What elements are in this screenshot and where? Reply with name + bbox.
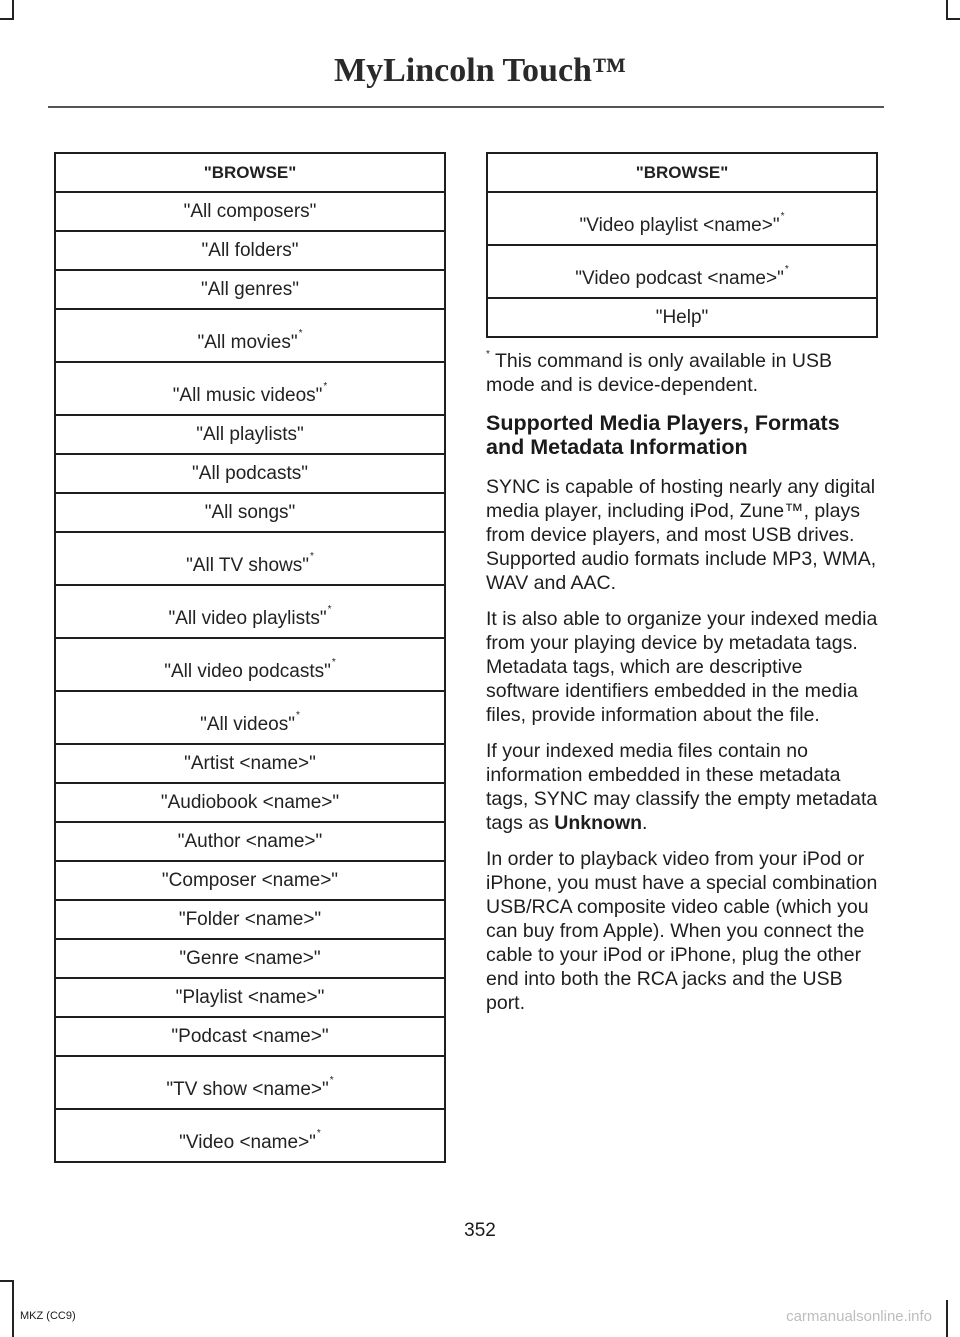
command-cell (55, 978, 445, 1017)
crop-mark (0, 1280, 14, 1282)
paragraph: SYNC is capable of hosting nearly any digital media player, including iPod, Zune™, plays from device players, and most USB drives. Supported audio formats include MP3, WMA, WAV and AAC. (486, 476, 877, 594)
command-label: "Podcast <name>" (171, 1025, 329, 1047)
table-row (55, 822, 445, 861)
command-cell (55, 861, 445, 900)
footnote-marker: * (486, 349, 490, 360)
browse-commands-table (54, 152, 446, 1163)
command-label: "All composers" (183, 200, 317, 222)
command-label: "Video playlist <name>" (579, 214, 780, 236)
footnote-text: This command is only available in USB mode and is device-dependent. (486, 350, 833, 396)
command-cell (55, 231, 445, 270)
command-label: "All movies" (197, 331, 298, 353)
table-row (55, 638, 445, 691)
command-cell (55, 822, 445, 861)
command-label: "All folders" (201, 239, 299, 261)
table-row (55, 270, 445, 309)
header-divider (48, 106, 884, 108)
browse-commands-table-continued (486, 152, 878, 338)
command-cell (487, 192, 877, 245)
paragraph-text: If your indexed media files contain no information embedded in these metadata tags, SYNC may classify the empty metadata tags as (486, 740, 878, 834)
table-row (55, 585, 445, 638)
command-label: "All music videos" (172, 384, 323, 406)
paragraph: It is also able to organize your indexed media from your playing device by metadata tags. Metadata tags, which are descriptive software identifiers embedded in the media files, provide information about the file. (486, 608, 878, 726)
watermark: carmanualsonline.info (786, 1308, 932, 1325)
table-row (55, 691, 445, 744)
paragraph (486, 739, 880, 835)
page-title: MyLincoln Touch™ (334, 52, 626, 89)
command-label: "All video podcasts" (164, 660, 331, 682)
command-cell (55, 744, 445, 783)
crop-mark (946, 0, 948, 18)
command-cell (55, 309, 445, 362)
command-cell (55, 900, 445, 939)
command-label: "All videos" (200, 713, 295, 735)
command-label: "All TV shows" (186, 554, 310, 576)
command-label: "Playlist <name>" (175, 986, 325, 1008)
table-row (55, 1109, 445, 1162)
crop-mark (946, 1300, 948, 1337)
command-cell (55, 270, 445, 309)
command-label: "Video <name>" (179, 1131, 316, 1153)
table-row (55, 1017, 445, 1056)
article-body (486, 343, 880, 1027)
crop-mark (12, 1280, 14, 1337)
footnote-marker: * (323, 380, 328, 392)
command-label: "All playlists" (196, 423, 304, 445)
table-row (55, 454, 445, 493)
command-label: "Author <name>" (177, 830, 323, 852)
footnote-marker: * (327, 603, 332, 615)
command-label: "All video playlists" (168, 607, 327, 629)
command-cell (55, 783, 445, 822)
command-label: "Audiobook <name>" (160, 791, 340, 813)
footnote-marker: * (298, 327, 303, 339)
command-cell (55, 454, 445, 493)
crop-mark (12, 0, 14, 18)
command-cell (55, 532, 445, 585)
table-row (55, 861, 445, 900)
command-cell (55, 638, 445, 691)
footnote-marker: * (780, 210, 785, 222)
command-cell (55, 585, 445, 638)
table-row (55, 493, 445, 532)
command-cell (55, 192, 445, 231)
command-cell (55, 1017, 445, 1056)
command-cell (55, 362, 445, 415)
command-cell (55, 1056, 445, 1109)
footnote-marker: * (784, 263, 789, 275)
command-label: "Composer <name>" (161, 869, 339, 891)
command-cell (55, 1109, 445, 1162)
paragraph: In order to playback video from your iPod or iPhone, you must have a special combination USB/RCA composite video cable (which you can buy from Apple). When you connect the cable to your iPod or iPhone, plug the other end into both the RCA jacks and the USB port. (486, 848, 878, 1014)
table-row (55, 309, 445, 362)
table-row (487, 192, 877, 245)
table-header: "BROWSE" (55, 153, 445, 192)
model-code: MKZ (CC9) (20, 1310, 76, 1322)
crop-mark (946, 18, 960, 20)
table-row (487, 245, 877, 298)
command-cell (55, 493, 445, 532)
command-label: "Genre <name>" (179, 947, 321, 969)
table-header: "BROWSE" (487, 153, 877, 192)
footnote-marker: * (331, 656, 336, 668)
command-label: "Video podcast <name>" (575, 267, 784, 289)
table-row (55, 783, 445, 822)
table-row (55, 415, 445, 454)
table-row (55, 362, 445, 415)
command-label: "TV show <name>" (166, 1078, 329, 1100)
unknown-term: Unknown (554, 812, 643, 834)
footnote-marker: * (295, 709, 300, 721)
command-cell (55, 415, 445, 454)
command-cell (55, 939, 445, 978)
footnote (486, 343, 880, 397)
table-row (55, 1056, 445, 1109)
table-row (487, 298, 877, 337)
table-row (55, 744, 445, 783)
footnote-marker: * (310, 550, 314, 562)
command-label: "Artist <name>" (184, 752, 316, 774)
table-row (55, 978, 445, 1017)
page-number: 352 (464, 1220, 496, 1241)
footnote-marker: * (316, 1127, 321, 1139)
crop-mark (0, 18, 14, 20)
footnote-marker: * (329, 1074, 334, 1086)
command-label: "All genres" (201, 278, 299, 300)
section-heading: Supported Media Players, Formats and Metadata Information (486, 411, 840, 459)
table-row (55, 231, 445, 270)
command-label: "All songs" (204, 501, 296, 523)
command-label: "All podcasts" (192, 462, 308, 484)
table-row (55, 192, 445, 231)
table-row (55, 532, 445, 585)
command-label: "Help" (655, 306, 709, 328)
command-cell (487, 298, 877, 337)
table-row (55, 900, 445, 939)
command-label: "Folder <name>" (178, 908, 322, 930)
command-cell (487, 245, 877, 298)
paragraph-text: . (642, 812, 648, 834)
command-cell (55, 691, 445, 744)
table-row (55, 939, 445, 978)
